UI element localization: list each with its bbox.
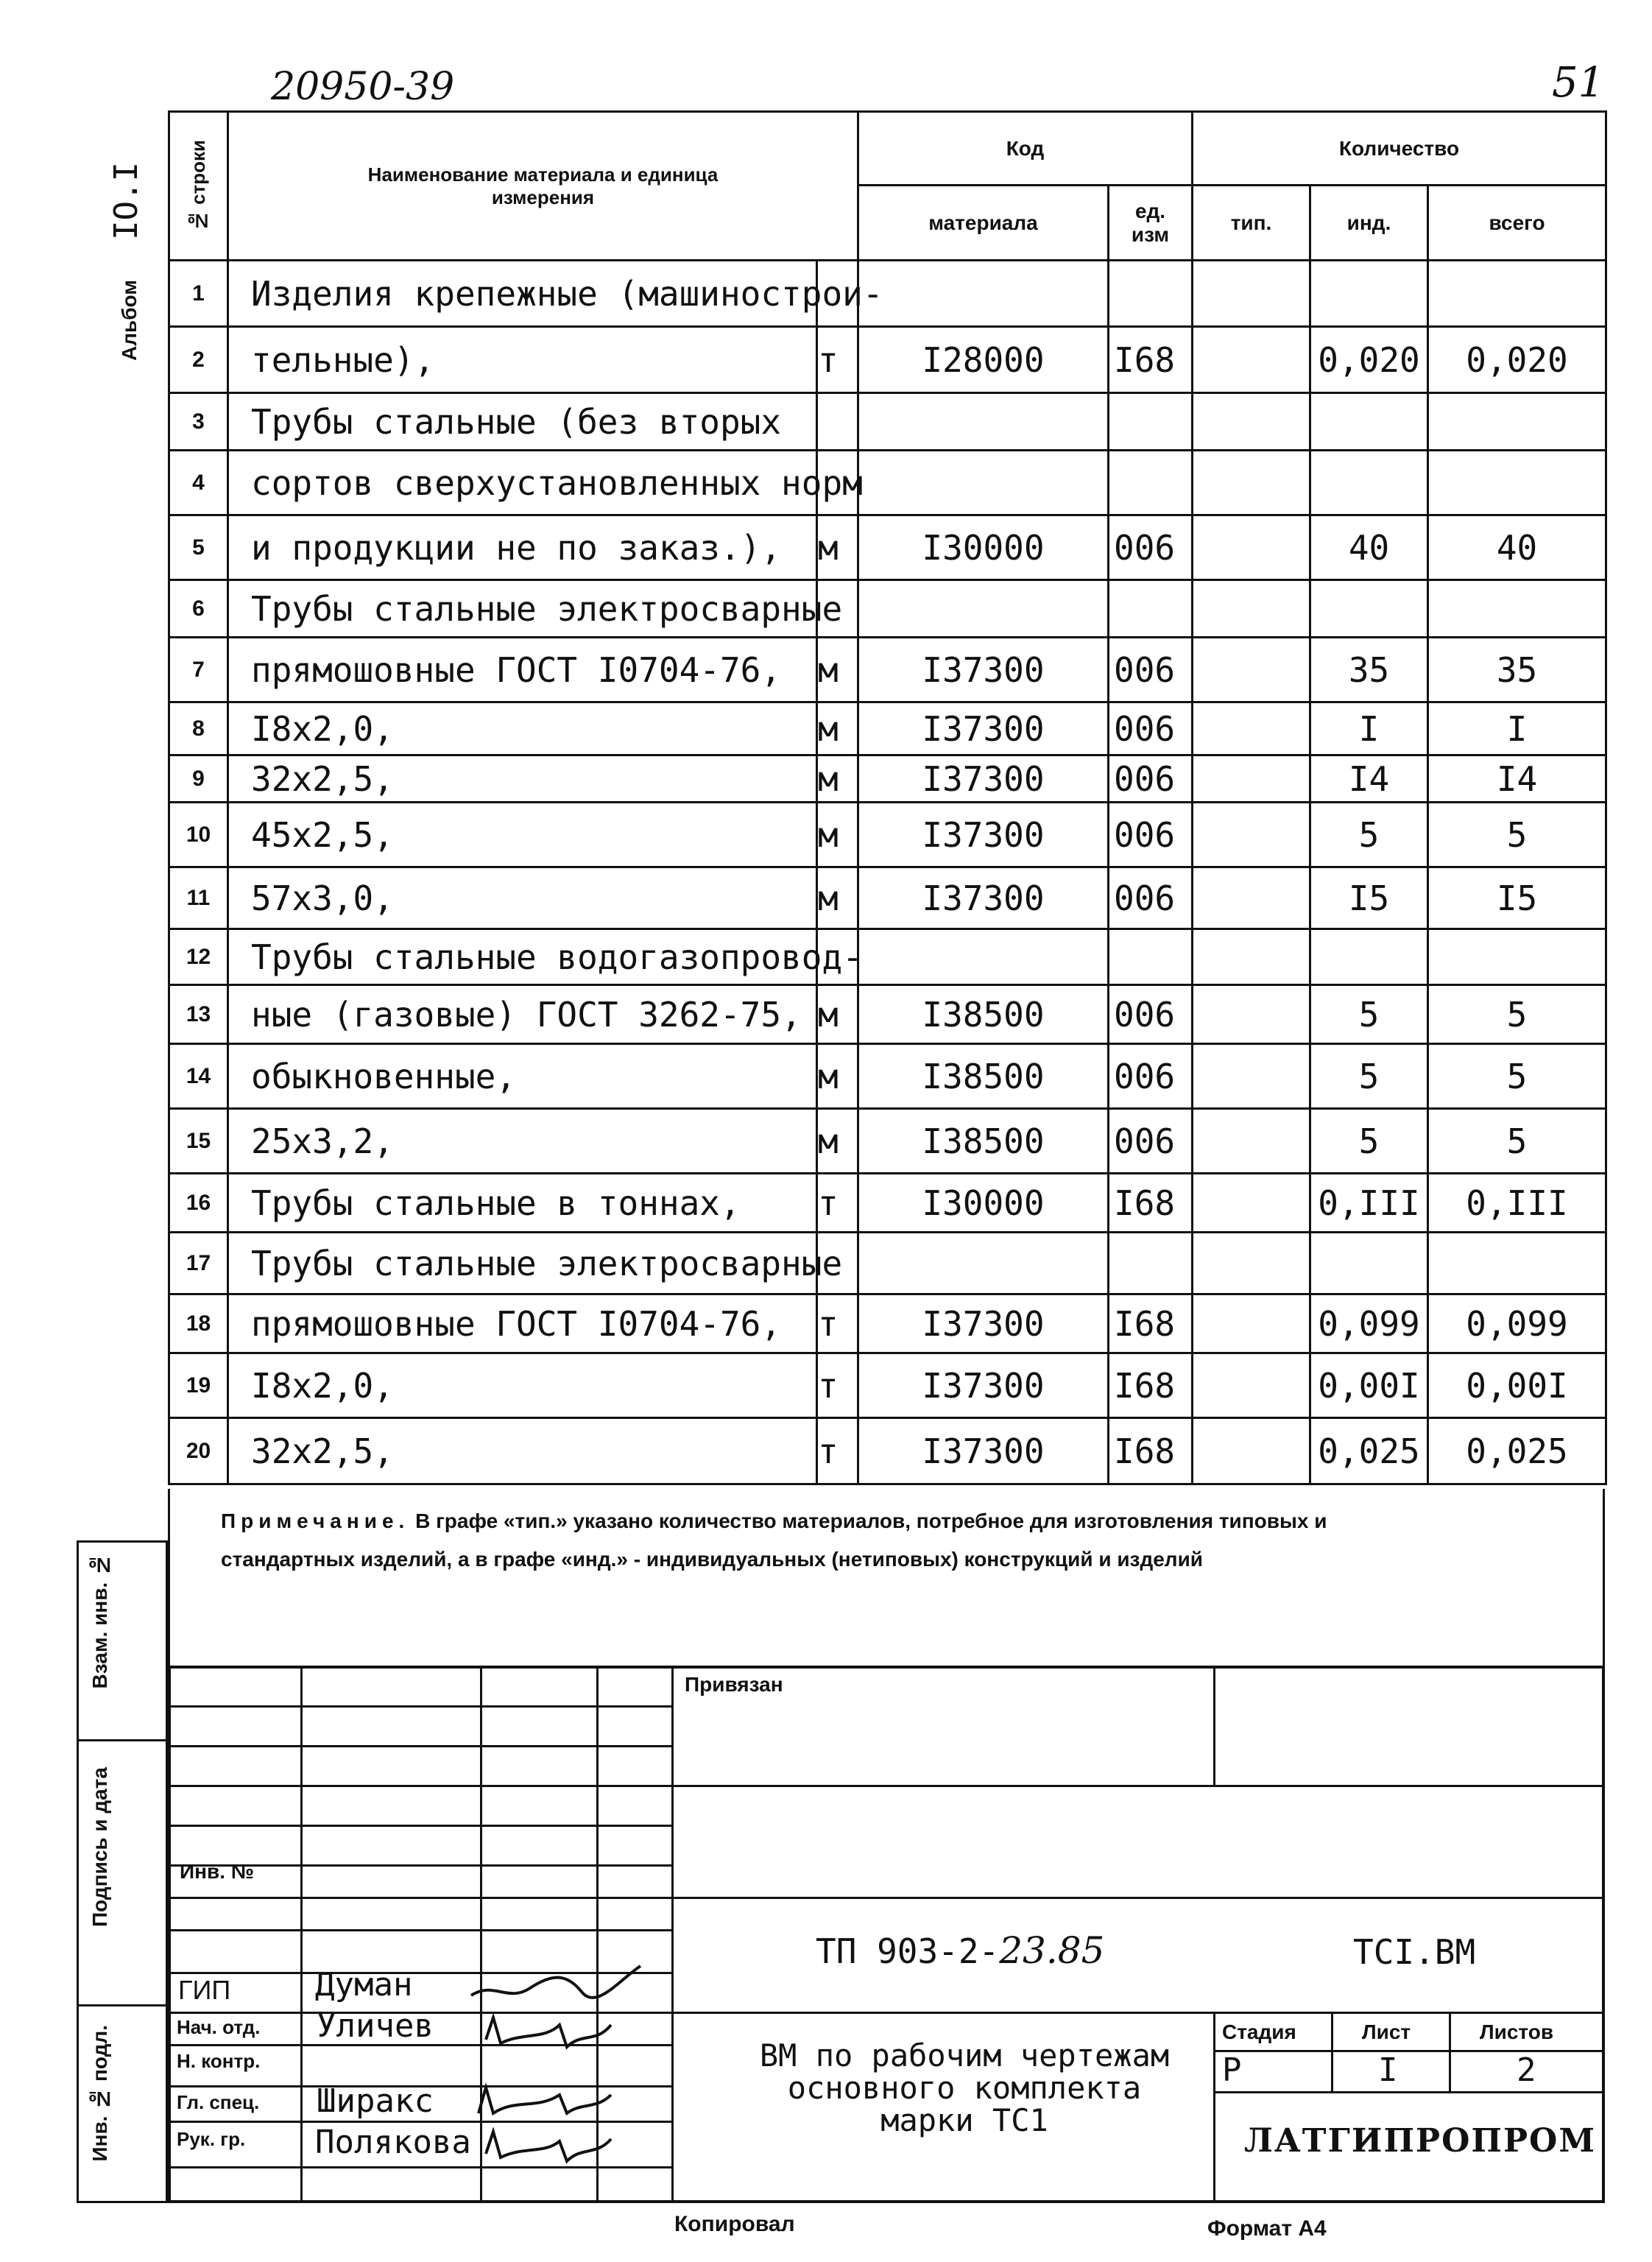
qty-type: [1193, 515, 1310, 580]
qty-type: [1193, 327, 1310, 393]
inventory-number-label: Инв. №: [180, 1860, 255, 1883]
project-designation: [816, 1929, 1104, 1972]
unit-code: [1109, 929, 1193, 985]
unit: м: [817, 1044, 858, 1109]
col-header-individual: инд.: [1310, 186, 1428, 261]
table-row: [169, 393, 1606, 451]
material-code: [858, 393, 1109, 451]
col-header-unit-code: ед. изм: [1109, 186, 1193, 261]
material-name: 32x2,5,: [228, 1418, 817, 1484]
qty-individual: 5: [1310, 985, 1428, 1044]
note-text: В графе «тип.» указано количество материалов, потребное для изготовления типовых и стандартных изделий, а в графе «инд.» - индивидуальных (нетиповых) конструкций и изделий: [221, 1509, 1327, 1571]
row-number: 8: [169, 702, 228, 755]
qty-type: [1193, 1174, 1310, 1233]
note: [221, 1502, 1340, 1579]
qty-individual: 0,099: [1310, 1294, 1428, 1353]
qty-total: 0,099: [1428, 1294, 1606, 1353]
qty-total: [1428, 261, 1606, 327]
unit-code: I68: [1109, 327, 1193, 393]
unit-code: 006: [1109, 1109, 1193, 1174]
table-row: [169, 580, 1606, 638]
document-number: 20950-39: [271, 65, 455, 109]
material-name: сортов сверхустановленных норм: [228, 451, 817, 515]
material-name: обыкновенные,: [228, 1044, 817, 1109]
qty-total: I5: [1428, 867, 1606, 929]
stage-label: Стадия: [1222, 2020, 1296, 2043]
qty-total: [1428, 580, 1606, 638]
role-head-of-department: Нач. отд.: [177, 2016, 261, 2038]
material-code: I37300: [858, 702, 1109, 755]
material-code: I30000: [858, 1174, 1109, 1233]
qty-type: [1193, 1418, 1310, 1484]
unit: м: [817, 867, 858, 929]
unit: [817, 393, 858, 451]
unit: м: [817, 803, 858, 867]
qty-total: [1428, 929, 1606, 985]
material-name: 57x3,0,: [228, 867, 817, 929]
unit-code: I68: [1109, 1418, 1193, 1484]
material-code: I37300: [858, 1353, 1109, 1418]
doc-title-line-2: основного комплекта: [787, 2070, 1142, 2106]
unit: м: [817, 755, 858, 803]
role-gip: ГИП: [178, 1975, 231, 2005]
qty-individual: 5: [1310, 1044, 1428, 1109]
name-chief-specialist: Ширакс: [317, 2082, 434, 2120]
name-gip: Думан: [315, 1966, 413, 2004]
material-code: I37300: [858, 638, 1109, 702]
unit-code: I68: [1109, 1294, 1193, 1353]
material-code: I37300: [858, 1294, 1109, 1353]
qty-type: [1193, 867, 1310, 929]
unit: т: [817, 1294, 858, 1353]
material-code: I37300: [858, 867, 1109, 929]
qty-total: [1428, 451, 1606, 515]
material-code: [858, 261, 1109, 327]
qty-total: 5: [1428, 1044, 1606, 1109]
material-name: Трубы стальные электросварные: [228, 580, 817, 638]
qty-individual: I: [1310, 702, 1428, 755]
qty-type: [1193, 929, 1310, 985]
side-stamp-signature-date: Подпись и дата: [88, 1767, 111, 1927]
material-code: I28000: [858, 327, 1109, 393]
table-row: [169, 1174, 1606, 1233]
qty-type: [1193, 702, 1310, 755]
qty-type: [1193, 580, 1310, 638]
stage-value: Р: [1222, 2051, 1242, 2089]
specification-table: [168, 110, 1607, 1485]
material-code: I38500: [858, 1109, 1109, 1174]
row-number: 5: [169, 515, 228, 580]
row-number: 15: [169, 1109, 228, 1174]
col-header-total: всего: [1428, 186, 1606, 261]
row-number: 19: [169, 1353, 228, 1418]
qty-individual: I4: [1310, 755, 1428, 803]
copied-label: Копировал: [674, 2212, 795, 2236]
qty-type: [1193, 393, 1310, 451]
table-row: [169, 1353, 1606, 1418]
qty-type: [1193, 638, 1310, 702]
qty-type: [1193, 985, 1310, 1044]
row-number: 18: [169, 1294, 228, 1353]
qty-type: [1193, 755, 1310, 803]
document-mark: TCI.BM: [1353, 1932, 1476, 1972]
row-number: 11: [169, 867, 228, 929]
material-code: I37300: [858, 755, 1109, 803]
unit-code: [1109, 580, 1193, 638]
unit-code: 006: [1109, 867, 1193, 929]
unit-code: 006: [1109, 755, 1193, 803]
table-row: [169, 515, 1606, 580]
table-row: [169, 1233, 1606, 1294]
row-number: 16: [169, 1174, 228, 1233]
signatures: [456, 1951, 648, 2172]
side-stamp-original-inventory: Инв. № подл.: [88, 2025, 111, 2162]
material-name: прямошовные ГОСТ I0704-76,: [228, 1294, 817, 1353]
material-code: [858, 1233, 1109, 1294]
material-name: прямошовные ГОСТ I0704-76,: [228, 638, 817, 702]
material-name: ные (газовые) ГОСТ 3262-75,: [228, 985, 817, 1044]
qty-individual: 5: [1310, 1109, 1428, 1174]
qty-individual: I5: [1310, 867, 1428, 929]
qty-total: I: [1428, 702, 1606, 755]
col-header-type: тип.: [1193, 186, 1310, 261]
col-header-row-no: № строки: [169, 112, 228, 261]
qty-type: [1193, 1233, 1310, 1294]
col-header-material-code: материала: [858, 186, 1109, 261]
table-row: [169, 638, 1606, 702]
table-row: [169, 1294, 1606, 1353]
row-number: 4: [169, 451, 228, 515]
unit-code: I68: [1109, 1174, 1193, 1233]
row-number: 2: [169, 327, 228, 393]
material-name: Трубы стальные электросварные: [228, 1233, 817, 1294]
qty-total: 5: [1428, 1109, 1606, 1174]
qty-total: 5: [1428, 985, 1606, 1044]
material-name: Изделия крепежные (машинострои-: [228, 261, 817, 327]
signature-group-lead: [486, 2132, 611, 2161]
row-number: 1: [169, 261, 228, 327]
material-name: Трубы стальные в тоннах,: [228, 1174, 817, 1233]
material-name: Трубы стальные водогазопровод-: [228, 929, 817, 985]
qty-individual: 35: [1310, 638, 1428, 702]
format-label: Формат А4: [1207, 2216, 1327, 2241]
table-row: [169, 1109, 1606, 1174]
unit-code: 006: [1109, 515, 1193, 580]
qty-total: 40: [1428, 515, 1606, 580]
organization-name: ЛАТГИПРОПРОМ: [1244, 2122, 1597, 2160]
unit: м: [817, 702, 858, 755]
doc-title: [729, 2037, 1200, 2138]
material-name: тельные),: [228, 327, 817, 393]
material-code: I30000: [858, 515, 1109, 580]
qty-type: [1193, 1044, 1310, 1109]
material-code: [858, 580, 1109, 638]
table-row: [169, 261, 1606, 327]
row-number: 17: [169, 1233, 228, 1294]
album-label: Альбом: [118, 280, 141, 361]
sheet-value: I: [1378, 2051, 1398, 2089]
role-group-lead: Рук. гр.: [177, 2128, 246, 2150]
page-number: 51: [1552, 59, 1605, 107]
qty-individual: 0,III: [1310, 1174, 1428, 1233]
side-stamp-replacement: Взам. инв. №: [88, 1554, 111, 1689]
material-code: [858, 451, 1109, 515]
qty-individual: [1310, 580, 1428, 638]
material-name: I8x2,0,: [228, 702, 817, 755]
unit-code: 006: [1109, 702, 1193, 755]
row-number: 10: [169, 803, 228, 867]
material-name: 25x3,2,: [228, 1109, 817, 1174]
material-name: Трубы стальные (без вторых: [228, 393, 817, 451]
name-group-lead: Полякова: [315, 2124, 471, 2161]
material-code: I37300: [858, 803, 1109, 867]
designation-number: 23.85: [999, 1929, 1105, 1972]
table-row: [169, 803, 1606, 867]
qty-individual: 5: [1310, 803, 1428, 867]
row-number: 9: [169, 755, 228, 803]
material-name: 45x2,5,: [228, 803, 817, 867]
qty-individual: [1310, 1233, 1428, 1294]
qty-total: 0,020: [1428, 327, 1606, 393]
table-row: [169, 755, 1606, 803]
doc-title-line-3: марки ТС1: [880, 2102, 1048, 2138]
qty-individual: [1310, 451, 1428, 515]
unit: т: [817, 1174, 858, 1233]
row-number: 13: [169, 985, 228, 1044]
doc-title-line-1: ВМ по рабочим чертежам: [759, 2037, 1170, 2074]
role-chief-specialist: Гл. спец.: [177, 2091, 260, 2113]
unit: м: [817, 638, 858, 702]
row-number: 14: [169, 1044, 228, 1109]
qty-type: [1193, 1294, 1310, 1353]
material-code: I38500: [858, 985, 1109, 1044]
unit-code: 006: [1109, 985, 1193, 1044]
table-row: [169, 929, 1606, 985]
unit-code: 006: [1109, 1044, 1193, 1109]
qty-individual: [1310, 393, 1428, 451]
sheet-label: Лист: [1362, 2020, 1411, 2043]
unit: т: [817, 1418, 858, 1484]
album-value: IO.I: [107, 162, 145, 240]
unit-code: 006: [1109, 803, 1193, 867]
unit-code: I68: [1109, 1353, 1193, 1418]
unit: м: [817, 1109, 858, 1174]
qty-individual: [1310, 261, 1428, 327]
privyazan-label: Привязан: [685, 1673, 783, 1696]
unit: т: [817, 327, 858, 393]
col-header-code: Код: [858, 112, 1193, 186]
qty-individual: 40: [1310, 515, 1428, 580]
table-row: [169, 1418, 1606, 1484]
unit-code: [1109, 451, 1193, 515]
qty-total: 0,00I: [1428, 1353, 1606, 1418]
qty-total: [1428, 1233, 1606, 1294]
table-row: [169, 985, 1606, 1044]
unit: м: [817, 985, 858, 1044]
col-header-name: Наименование материала и единица измерения: [228, 112, 858, 261]
sheets-label: Листов: [1480, 2020, 1554, 2043]
note-label: Примечание.: [221, 1509, 410, 1532]
qty-type: [1193, 803, 1310, 867]
qty-total: 0,025: [1428, 1418, 1606, 1484]
row-number: 12: [169, 929, 228, 985]
unit-code: [1109, 261, 1193, 327]
qty-individual: 0,020: [1310, 327, 1428, 393]
signature-chief-specialist: [479, 2087, 611, 2113]
unit: м: [817, 515, 858, 580]
signature-head-of-department: [486, 2018, 611, 2047]
qty-total: I4: [1428, 755, 1606, 803]
qty-type: [1193, 1353, 1310, 1418]
row-number: 20: [169, 1418, 228, 1484]
sheets-value: 2: [1517, 2051, 1536, 2089]
material-code: I37300: [858, 1418, 1109, 1484]
qty-individual: 0,00I: [1310, 1353, 1428, 1418]
name-head-of-department: Уличев: [317, 2007, 434, 2045]
qty-individual: 0,025: [1310, 1418, 1428, 1484]
table-row: [169, 1044, 1606, 1109]
qty-total: [1428, 393, 1606, 451]
qty-total: 0,III: [1428, 1174, 1606, 1233]
designation-prefix: ТП 903-2-: [816, 1931, 1000, 1971]
material-name: и продукции не по заказ.),: [228, 515, 817, 580]
material-code: [858, 929, 1109, 985]
material-name: I8x2,0,: [228, 1353, 817, 1418]
unit-code: [1109, 393, 1193, 451]
row-number: 6: [169, 580, 228, 638]
table-row: [169, 451, 1606, 515]
material-code: I38500: [858, 1044, 1109, 1109]
qty-type: [1193, 1109, 1310, 1174]
unit-code: 006: [1109, 638, 1193, 702]
material-name: 32x2,5,: [228, 755, 817, 803]
unit-code: [1109, 1233, 1193, 1294]
qty-type: [1193, 451, 1310, 515]
qty-total: 5: [1428, 803, 1606, 867]
col-header-quantity: Количество: [1193, 112, 1606, 186]
table-row: [169, 327, 1606, 393]
table-row: [169, 702, 1606, 755]
unit: т: [817, 1353, 858, 1418]
row-number: 7: [169, 638, 228, 702]
signature-gip: [471, 1966, 640, 1998]
qty-type: [1193, 261, 1310, 327]
table-row: [169, 867, 1606, 929]
role-norm-control: Н. контр.: [177, 2050, 261, 2072]
qty-total: 35: [1428, 638, 1606, 702]
row-number: 3: [169, 393, 228, 451]
qty-individual: [1310, 929, 1428, 985]
